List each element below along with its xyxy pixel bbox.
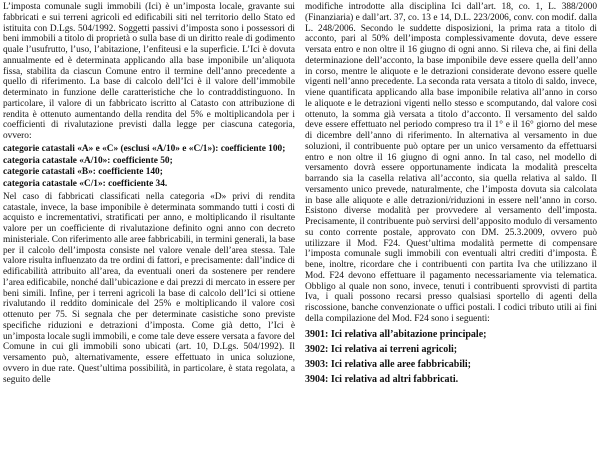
body-paragraph: Nel caso di fabbricati classificati nella categoria «D» privi di rendita catastale, invece, la base imponibile è determinata sommando tutti i costi di acquisto e incrementativi, stratificati per anno, e moltiplicando il risultante valore per un coefficiente di rivalutazione definito ogni anno con decreto ministeriale. Con riferimento alle aree fabbricabili, in termini generali, la base per il calcolo dell’imposta consiste nel valore venale dell’area stessa. Tale valore risulta influenzato da tre ordini di fattori, e precisamente: dall’indice di edificabilità attribuito all’area, da eventuali oneri da sostenere per rendere l’area edificabile, nonché dall’ubicazione e dai prezzi di mercato in essere per beni simili. Infine, per i terreni agricoli la base di calcolo dell’Ici si ottiene rivalutando il reddito dominicale del 25% e moltiplicando il valore così ottenuto per 75. Si segnala che per determinate casistiche sono previste specifiche riduzioni e detrazioni d’imposta. Come già detto, l’Ici è un’imposta locale sugli immobili, e come tale deve essere versata a favore del Comune in cui gli immobili sono ubicati (art. 10, D.Lgs. 504/1992). Il versamento può, alternativamente, essere effettuato in unica soluzione, ovvero in due rate. Quest’ultima possibilità, in particolare, è stata regolata, a seguito delle [3, 191, 295, 385]
tax-code-item: 3904: Ici relativa ad altri fabbricati. [305, 373, 459, 385]
coefficient-item: categoria catastale «C/1»: coefficiente 34. [3, 179, 168, 189]
left-column [3, 2, 295, 467]
body-paragraph: modifiche introdotte alla disciplina Ici dall’art. 18, co. 1, L. 388/2000 (Finanziaria) e dall’art. 37, co. 13 e 14, D.L. 223/2006, conv. con modif. dalla L. 248/2006. Secondo le suddette disposizioni, la prima rata a titolo di acconto, pari al 50% dell’imposta complessivamente dovuta, deve essere versata entro e non oltre il 16 giugno di ogni anno. Si rileva che, ai fini della determinazione dell’acconto, la base imponibile deve essere quella dell’anno in corso, mentre le aliquote e le detrazioni considerate devono essere quelle vigenti nell’anno precedente. La seconda rata versata a titolo di saldo, invece, viene quantificata applicando alla base imponibile relativa all’anno in corso le aliquote e le detrazioni vigenti nello stesso e scomputando, dal valore così ottenuto, la somma già versata a titolo d’acconto. Il versamento del saldo deve essere effettuato nel periodo compreso tra il 1° e il 16° giorno del mese di dicembre dell’anno di riferimento. In alternativa al versamento in due soluzioni, il contribuente può optare per un unico versamento da effettuarsi entro e non oltre il 16 giugno di ogni anno. In tal caso, nel modello di versamento dovrà essere opportunamente indicata la modalità prescelta barrando sia la casella relativa all’acconto, sia quella relativa al saldo. Il versamento unico prevede, naturalmente, che l’imposta dovuta sia calcolata in base alle aliquote e alle detrazioni/riduzioni in essere nell’anno in corso. Esistono diverse modalità per provvedere al versamento dell’imposta. Precisamente, il contribuente può servirsi dell’apposito modulo di versamento su conto corrente postale, approvato con DM. 25.3.2009, ovvero può utilizzare il Mod. F24. Quest’ultima modalità permette di compensare l’imposta comunale sugli immobili con eventuali altri crediti d’imposta. È bene, inoltre, ricordare che i contribuenti con partita Iva che utilizzano il Mod. F24 devono effettuare il pagamento necessariamente via telematica. Obbligo al quale non sono, invece, tenuti i contribuenti sprovvisti di partita Iva, i quali possono recarsi presso qualsiasi sportello di agenti della riscossione, banche convenzionate o uffici postali. I codici tributo utili ai fini della compilazione del Mod. F24 sono i seguenti: [305, 2, 597, 324]
coefficient-item: categorie catastali «A» e «C» (esclusi «A/10» e «C/1»): coefficiente 100; [3, 143, 286, 154]
coefficient-item: categoria catastale «A/10»: coefficiente 50; [3, 155, 173, 166]
right-column [305, 2, 597, 467]
tax-code-item: 3903: Ici relativa alle aree fabbricabili; [305, 358, 471, 370]
tax-codes-list [305, 328, 597, 386]
tax-code-item: 3902: Ici relativa ai terreni agricoli; [305, 343, 458, 355]
tax-code-item: 3901: Ici relativa all’abitazione principale; [305, 328, 487, 340]
cadastral-coefficients-list [3, 144, 295, 190]
coefficient-item: categorie catastali «B»: coefficiente 140; [3, 167, 163, 178]
article-page [3, 2, 597, 467]
intro-paragraph: L’imposta comunale sugli immobili (Ici) è un’imposta locale, gravante sui fabbricati e sui terreni agricoli ed edificabili siti nel territorio dello Stato ed istituita con D.Lgs. 504/1992. Soggetti passivi d’imposta sono i possessori di beni immobili a titolo di proprietà o sulla base di un diritto reale di godimento quale l’usufrutto, l’uso, l’abitazione, l’enfiteusi e la superficie. L’Ici è dovuta annualmente ed è determinata applicando alla base imponibile un’aliquota fissa, stabilita da ciascun Comune entro il termine dell’anno precedente a quello di riferimento. La base di calcolo dell’Ici è il valore dell’immobile determinato in funzione delle caratteristiche che lo contraddistinguono. In particolare, il valore di un fabbricato iscritto al Catasto con attribuzione di rendita è ottenuto aumentando della rendita del 5% e moltiplicandola per i coefficienti di rivalutazione previsti dalla legge per ciascuna categoria, ovvero: [3, 2, 295, 141]
